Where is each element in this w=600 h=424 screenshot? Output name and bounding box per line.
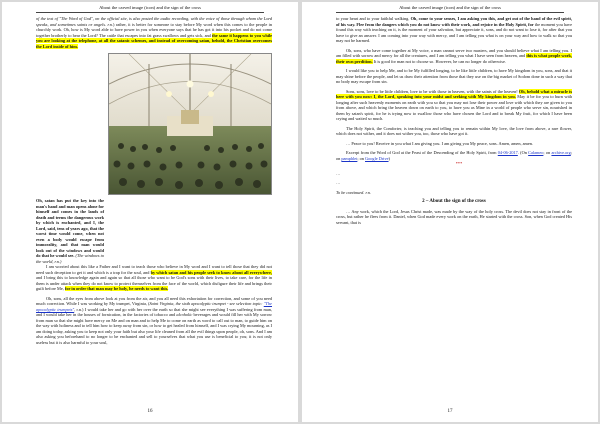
pamphlet-link[interactable]: pamphlet <box>341 155 358 161</box>
source-e: ; on <box>357 155 366 161</box>
p2-a: I am worried about this like a Father and I want to teach those who believe in My word and I want to tell those that they did not need such deception to get it and which is a trap for the soul, and <box>36 264 272 275</box>
r-paragraph-6: … Peace to you! Receive in you what I am giving you. I am giving you My peace, sons. Amen, amen, amen. <box>346 140 533 146</box>
source-f: ) <box>388 155 390 161</box>
right-page-number: 17 <box>447 409 453 414</box>
sidebar-text <box>36 198 104 264</box>
header-rule <box>36 12 264 13</box>
intro-paragraph <box>36 16 272 49</box>
r-paragraph-2 <box>336 48 572 65</box>
google-drive-link[interactable]: Google Drive <box>365 155 389 161</box>
rp4-b: May it be for you to burn with longing after such heavenly moments on earth with you so that you may not lose their power and love with which they are given to you from above, and which bring the heaven down on earth to you, to have you as Mine in a world of people who serve sin, nourished in them by satan's spirit, for he is trying now to swallow those who have chosen the Lord and to break My fruit, for which I have been crying and waited so much. <box>336 94 572 121</box>
left-page-header: About the carved image (icon) and the sign of the cross <box>99 5 201 10</box>
right-page <box>302 2 598 422</box>
tent-interior-image <box>109 54 271 194</box>
sidebar-caption: (The windows to the world, r.n.) <box>36 253 104 264</box>
r-paragraph-4 <box>336 89 572 122</box>
source-b: . (On <box>517 150 529 155</box>
to-be-continued: To be continued. r.n. <box>336 189 371 195</box>
paragraph-3 <box>36 296 272 346</box>
sidebar-text-body: Oh, satan has put the key into the man's hand and man opens alone for himself and comes in the lands of death and teems the dangerous work by which is enchanted, and I, the Lord, said, tens of years ago, that the worst time would come, when not even a body would escape from immorality, and that man would look out of the windows and would do that he would see. <box>36 198 104 258</box>
left-page <box>2 2 298 422</box>
figure-block <box>36 53 272 264</box>
p3-italic-2: alcoholic <box>176 312 193 317</box>
rp2-highlight: this is what people work, their own perdition. <box>336 53 573 64</box>
rp4-highlight: Oh, behold what a miracle is here with you now: I, the Lord, speaking into your midst and seeking with My kingdom in you. <box>336 88 572 99</box>
left-page-body <box>36 16 272 349</box>
apocalyptic-trumpets-link[interactable]: "The apocalyptic trumpets" <box>36 301 272 312</box>
tent-gathering-photo <box>108 53 272 195</box>
p2-highlight-1: by which satan and his people seek to know about all everywhere, <box>150 269 272 275</box>
rp2-b: It is good for man not to choose so. However, he can no longer do otherwise. <box>372 58 506 64</box>
intro-highlight: the same it happens to you while you are looking at the telephone, at all the satanic schemes, and instead of overcoming satan, behold, the Christian overcomes the Lord inside of him. <box>36 32 273 49</box>
right-page-body <box>336 16 572 229</box>
p3-a: Oh, sons, all the eyes from above look at you from the air, and you all need this exhortation for correction, and some of you need much correction. While I was working by My trumpet, Virginia, ( <box>36 295 272 306</box>
source-c: ; on <box>543 150 552 155</box>
rp2-a: Oh, sons, who have come together at My voice, a man cannot serve two masters, and you should believe what I am telling you. I am filled with sorrow and mercy for all the creatures, and I am telling you what I have seen from heaven, and <box>336 47 572 58</box>
source-d: ; on <box>336 150 573 161</box>
separator-stars: *** <box>455 161 463 166</box>
source-paragraph <box>336 150 572 167</box>
header-rule <box>336 12 564 13</box>
p3-italic: Saint Virginia, the sixth apocalyptic trumpet - see selection topic: <box>149 301 264 306</box>
r-paragraph-8: … Any work, which the Lord, Jesus Christ made, was made by the way of the holy cross. The devil does not stay in front of the cross, but rather he flees from it. Daniel, when God made every work on the earth, He started with the cross. Son, when God created His servant, that is <box>336 208 572 225</box>
source-a: Excerpt from the Word of God at the Feast of the Descending of the Holy Spirit, from <box>346 150 498 155</box>
r-paragraph-5: The Holy Spirit, the Comforter, is teaching you and telling you to remain within My love, the love from above, a rare flower, which does not wither, and it does not wither you, too, those who have got it. <box>336 125 572 136</box>
p2-b: and I bring this to knowledge again and again so that all those who want to be God's sons with their lives, to take care, for the life in them is under attack when they do not know to protect themselves from the face of the world, which disfigure their life and brings their guilt before Me, <box>36 275 272 291</box>
r-paragraph-3: I would like you to help Me, and to be My fulfilled longing, to be like little children, to have My kingdom in you, sons, and that it may shine before the people, and let us draw their attention from those that they use on the big market of Sodom done in such a way that no body may escape from sin. <box>336 68 572 84</box>
p2-highlight-2: for in order that man may be holy, he needs to want this. <box>64 286 169 291</box>
calameo-link[interactable]: Calameo <box>528 150 544 155</box>
right-page-header: About the carved image (icon) and the sign of the cross <box>399 5 501 10</box>
paragraph-2 <box>36 264 272 292</box>
left-page-number: 16 <box>147 409 153 414</box>
intro-italic: of the text of "The Word of God", on the official site, is also posted the audio recording, with the voice of those through whom the Lord speaks, and sometimes saints or angels. r.n. <box>36 16 272 27</box>
ellipsis-2: … <box>336 180 341 185</box>
ellipsis-1: … <box>336 170 341 176</box>
rp1-c: the moment you have found this way with teaching on it, is the moment of your salvation, but appreciate it, sons, and do not want to lose it, for after that you have to give an answer. I am coming into your way with mercy, and I am telling you what is on your way and how to walk so that you may not be harmed. <box>336 21 572 43</box>
intro-rest: ) rather, it is better for someone to stay before My word when this comes to the people in churchly work. Oh, how is My word able to have power in you when everyone says that he has got it into his pocket and do not come together brotherly to hear the Lord? The cattle that escapes into fat grass swallows and gets sick, and <box>36 21 272 38</box>
archive-org-link[interactable]: archive.org <box>551 150 571 155</box>
section-title: 2 – About the sign of the cross <box>422 199 486 204</box>
r-paragraph-1 <box>336 16 572 44</box>
rp4-a: Sons, sons, love to be little children, love to be with those in heaven, with the saints of the heaven! <box>346 88 519 94</box>
p3-c: beverages and would fill her with My sorrow from man so that she might have mercy on Me and on man and to help Me to come on earth as word to call out to man, to guide him on the way with holiness and to tell him how to keep away from sin, or how to get healed from himself, and I was crying My mourning, as I am doing today, asking you to keep not only your faith but also your life cleaned from all the evil things upon people, oh, sons. And I am also asking you beforehand to no longer to be enchanted and sell to yourselves that what you use is beneficial to you; it is not only useless but it is also harmful to your soul, <box>36 312 273 345</box>
rp1-bold: Oh, come to your senses, I am asking you this, and get out of the hand of the evil spirit, of his way. Flee from the dangers which you do not know with their work, and rejoice in the Holy Spirit, for <box>336 16 573 27</box>
date-link[interactable]: 04-06-2017 <box>497 150 518 155</box>
rp1-a: to your heart and to your faithful walking. <box>336 16 411 21</box>
p3-b: , r.n.) I would take her and go with her over the earth so that she might see everything I was suffering from man, and I would take her in the houses of fornication, in the factories of tobacco and <box>36 306 272 317</box>
